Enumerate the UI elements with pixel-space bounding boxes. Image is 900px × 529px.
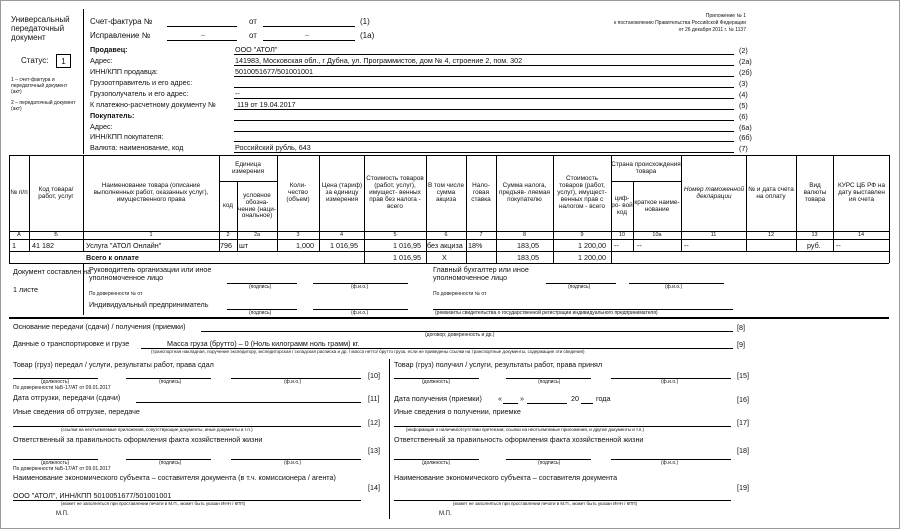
row-customs-decl: -- [684, 241, 689, 250]
correction-label: Исправление № [90, 31, 151, 40]
col-num: 13 [811, 232, 818, 238]
recv-date-quote-open: « [498, 394, 502, 403]
right-stamp: М.П. [439, 511, 452, 517]
correction-from-label: от [249, 31, 257, 40]
status-label: Статус: [21, 56, 49, 65]
doc-pages-label: Документ составлен на [13, 267, 92, 276]
ip-sign-caption: (подпись) [249, 310, 272, 316]
received-position-caption: (должность) [422, 379, 451, 385]
ship-date-field[interactable] [136, 402, 361, 403]
head-dov: По доверенности № от [89, 291, 143, 297]
th-cost-without-tax: Стоимость товаров (работ, услуг), имущест- венных прав без налога - всего [366, 175, 424, 210]
ip-label: Индивидуальный предприниматель [89, 300, 209, 309]
shipper-label: Грузоотправитель и его адрес: [90, 78, 193, 87]
chief-fio-caption: (ф.и.о.) [665, 284, 683, 290]
appendix-line-3: от 26 декабря 2011 г. № 1137 [678, 27, 746, 33]
seller-addr-label: Адрес: [90, 56, 113, 65]
seller-addr: 141983, Московская обл., г Дубна, ул. Программистов, дом № 4, строение 2, пом. 302 [235, 56, 523, 65]
shipper-code: (3) [739, 79, 748, 88]
passed-label: Товар (груз) передал / услуги, результаты работ, права сдал [13, 360, 214, 369]
recv-resp-fio-caption: (ф.и.о.) [661, 460, 679, 466]
row-tax-rate: 18% [468, 241, 483, 250]
entity-left-code: [14] [368, 483, 380, 492]
seller-label: Продавец: [90, 45, 128, 54]
total-tax: 183,05 [517, 253, 539, 262]
chief-sign-caption: (подпись) [568, 284, 591, 290]
recv-year-prefix: 20 [571, 394, 579, 403]
recv-year-word: года [596, 394, 611, 403]
buyer-inn-label: ИНН/КПП покупателя: [90, 132, 164, 141]
seller-inn-line [234, 76, 734, 77]
received-code: [15] [737, 371, 749, 380]
recv-other-code: [17] [737, 418, 749, 427]
passed-fio-caption: (ф.и.о.) [284, 379, 302, 385]
received-fio-caption: (ф.и.о.) [661, 379, 679, 385]
head-label: Руководитель организации или иное уполномоченное лицо [89, 265, 212, 282]
transport-label: Данные о транспортировке и грузе [13, 339, 130, 348]
recv-resp-code: [18] [737, 446, 749, 455]
invoice-date-field[interactable] [263, 26, 355, 27]
row-price: 1 016,95 [330, 241, 358, 250]
th-excise: В том числе сумма акциза [428, 182, 464, 203]
col-num: 10 [618, 232, 626, 238]
entity-right-note: (может не заполняться при проставлении печати в М.П., может быть указан ИНН / КПП) [453, 501, 638, 506]
basis-note: (договор; доверенность и др.) [425, 332, 495, 338]
total-excise: X [442, 253, 447, 262]
recv-other-note: (информация о наличии/отсутствии претензии; ссылки на неотъемлемые приложения, и другие документы и т.п.) [406, 427, 645, 432]
passed-code: [10] [368, 371, 380, 380]
status-value: 1 [56, 54, 71, 68]
th-unit-code: код [222, 202, 233, 210]
col-num: 6 [444, 232, 448, 238]
col-num: 2а [253, 232, 261, 238]
ship-other-label: Иные сведения об отгрузке, передаче [13, 407, 140, 416]
row-country-code: -- [614, 241, 619, 250]
buyer-addr-line[interactable] [234, 131, 734, 132]
payment-doc-value: 119 от 19.04.2017 [237, 100, 296, 109]
consignee-value: -- [235, 89, 240, 98]
received-label: Товар (груз) получил / услуги, результаты работ, права принял [394, 360, 603, 369]
th-tax-amount: Сумма налога, предъяв- ляемая покупателю [499, 182, 550, 203]
row-code: 41 182 [32, 241, 54, 250]
consignee-line[interactable] [234, 98, 734, 99]
row-cost-with-tax: 1 200,00 [578, 241, 606, 250]
row-unit: шт [239, 241, 249, 250]
recv-resp-sign-caption: (подпись) [538, 460, 561, 466]
th-tax-rate: Нало- говая ставка [471, 182, 491, 203]
passed-dov: По доверенности №Б-17/АТ от 09.01.2017 [13, 385, 111, 391]
correction-number: -- [201, 33, 205, 39]
correction-number-field[interactable] [167, 40, 237, 41]
col-num: 12 [767, 232, 775, 238]
head-fio-caption: (ф.и.о.) [351, 284, 369, 290]
th-name: Наименование товара (описание выполненных работ, оказанных услуг), имущественного права [93, 182, 209, 203]
payment-doc-line [234, 109, 734, 110]
ship-resp-label: Ответственный за правильность оформления факта хозяйственной жизни [13, 435, 263, 444]
doc-pages-value: 1 листе [13, 285, 39, 294]
received-sign-caption: (подпись) [538, 379, 561, 385]
buyer-addr-label: Адрес: [90, 122, 113, 131]
th-country-name: краткое наиме- нование [634, 198, 680, 213]
seller-inn-label: ИНН/КПП продавца: [90, 67, 158, 76]
col-num: Б [54, 232, 58, 238]
th-cb-rate: КУРС ЦБ РФ на дату выставлен ия счета [837, 182, 886, 203]
seller-addr-line [234, 65, 734, 66]
appendix-line-2: к постановлению Правительства Российской Федерации [614, 20, 746, 26]
resp-dov: По доверенности №Б-17/АТ от 09.01.2017 [13, 466, 111, 472]
recv-resp-label: Ответственный за правильность оформления факта хозяйственной жизни [394, 435, 644, 444]
col-num: 9 [580, 232, 584, 238]
recv-year-field[interactable] [581, 403, 593, 404]
payment-doc-label: К платежно-расчетному документу № [90, 100, 216, 109]
currency-value: Российский рубль, 643 [235, 143, 311, 152]
total-label: Всего к оплате [86, 253, 139, 262]
doc-title: Универсальный передаточный документ [11, 15, 70, 43]
ship-other-note: (ссылки на неотъемлемые приложения, сопутствующие документы, иные документы и т.п.) [61, 427, 253, 432]
col-num: 2 [226, 232, 230, 238]
row-excise: без акциза [427, 241, 463, 250]
row-qty: 1,000 [296, 241, 314, 250]
invoice-label: Счет-фактура № [90, 17, 153, 26]
th-code: Код товара/ работ, услуг [38, 185, 74, 200]
th-country-code: циф- ро- вой код [611, 195, 633, 216]
ship-other-code: [12] [368, 418, 380, 427]
buyer-line[interactable] [234, 120, 734, 121]
ship-date-label: Дата отгрузки, передачи (сдачи) [13, 393, 121, 402]
th-payment-invoice: № и дата счета на оплату [748, 185, 794, 200]
recv-month-field[interactable] [527, 403, 567, 404]
currency-code: (7) [739, 144, 748, 153]
recv-day-field[interactable] [503, 403, 518, 404]
passed-sign-caption: (подпись) [159, 379, 182, 385]
basis-label: Основание передачи (сдачи) / получения (приемки) [13, 322, 186, 331]
resp-sign-caption: (подпись) [159, 460, 182, 466]
th-country: Страна происхождения товара [611, 160, 681, 175]
col-num: А [17, 232, 21, 238]
seller-name: ООО "АТОЛ" [235, 45, 278, 54]
row-cb-rate: -- [836, 241, 841, 250]
col-num: 8 [522, 232, 527, 238]
th-num: № п/п [10, 189, 28, 197]
ip-cert-caption: (реквизиты свидетельства о государственной регистрации индивидуального предпринимателя) [435, 310, 658, 316]
recv-date-label: Дата получения (приемки) [394, 394, 482, 403]
invoice-number-field[interactable] [167, 26, 237, 27]
entity-left-label: Наименование экономического субъекта – составителя документа (в т.ч. комиссионера / агента) [13, 473, 336, 482]
ship-date-code: [11] [368, 394, 380, 403]
row-num: 1 [12, 241, 16, 250]
resp-position-caption: (должность) [41, 460, 70, 466]
col-num: 14 [857, 232, 865, 238]
seller-inn-code: (2б) [739, 68, 752, 77]
entity-left-note: (может не заполняться при проставлении печати в М.П., может быть указан ИНН / КПП) [61, 501, 246, 506]
buyer-label: Покупатель: [90, 111, 135, 120]
row-tax-amount: 183,05 [517, 241, 539, 250]
buyer-addr-code: (6а) [739, 123, 752, 132]
head-sign-caption: (подпись) [249, 284, 272, 290]
resp-fio-caption: (ф.и.о.) [284, 460, 302, 466]
lower-divider [389, 359, 390, 519]
buyer-inn-line[interactable] [234, 141, 734, 142]
col-num: 4 [339, 232, 344, 238]
th-currency: Вид валюты товара [803, 182, 827, 203]
th-cost-with-tax: Стоимость товаров (работ, услуг), имущест- венных прав с налогом - всего [557, 175, 607, 210]
section-divider [9, 317, 889, 319]
row-unit-code: 796 [220, 241, 232, 250]
left-stamp: М.П. [56, 511, 69, 517]
transport-code: [9] [737, 340, 745, 349]
seller-code: (2) [739, 46, 748, 55]
row-cost-without-tax: 1 016,95 [393, 241, 421, 250]
seller-line [234, 54, 734, 55]
col-num: 11 [710, 232, 717, 238]
chief-dov: По доверенности № от [433, 291, 487, 297]
seller-inn: 5010051677/501001001 [235, 67, 313, 76]
th-price: Цена (тариф) за единицу измерения [321, 182, 363, 203]
appendix-line-1: Приложение № 1 [705, 13, 746, 19]
correction-date: -- [305, 33, 309, 39]
row-name: Услуга "АТОЛ Онлайн" [86, 241, 162, 250]
chief-label: Главный бухгалтер или иное уполномоченное лицо [433, 265, 529, 282]
entity-right-label: Наименование экономического субъекта – составителя документа [394, 473, 618, 482]
shipper-line[interactable] [234, 87, 734, 88]
col-num: 10а [652, 232, 662, 238]
correction-code: (1а) [360, 31, 375, 40]
invoice-code: (1) [360, 17, 370, 26]
row-currency: руб. [807, 241, 821, 250]
ip-fio-caption: (ф.и.о.) [351, 310, 369, 316]
status-note-1: 1 – счет-фактура и передаточный документ (акт) [11, 77, 68, 95]
col-num: 7 [479, 232, 483, 238]
consignee-code: (4) [739, 90, 748, 99]
th-unit-name: условное обозна- чение (наци- ональное) [238, 191, 276, 220]
col-num: 5 [393, 232, 397, 238]
row-country: -- [637, 241, 642, 250]
seller-addr-code: (2а) [739, 57, 752, 66]
entity-right-code: [19] [737, 483, 749, 492]
consignee-label: Грузополучатель и его адрес: [90, 89, 189, 98]
basis-code: [8] [737, 323, 745, 332]
ship-resp-code: [13] [368, 446, 380, 455]
transport-note: (транспортная накладная, поручение экспедитору, экспедиторская / складская расписка и др. / масса нетто/ брутто груза, если не приведены ссылки на транспортные документы, содержащие эти сведения) [151, 349, 585, 354]
recv-date-code: [16] [737, 395, 749, 404]
th-qty: Коли- чество (объем) [286, 182, 310, 203]
currency-line [234, 152, 734, 153]
total-without-tax: 1 016,95 [393, 253, 421, 262]
invoice-from-label: от [249, 17, 257, 26]
th-customs-decl: Номер таможенной декларации [683, 185, 745, 200]
total-with-tax: 1 200,00 [578, 253, 606, 262]
transport-mass: Масса груза (брутто) – 0 (Ноль килограмм ноль грамм) кг. [167, 339, 360, 348]
th-unit: Единица измерения [231, 160, 265, 175]
buyer-code: (6) [739, 112, 748, 121]
col-num: 1 [149, 232, 153, 238]
entity-left-value: ООО "АТОЛ", ИНН/КПП 5010051677/501001001 [13, 491, 172, 500]
correction-date-field[interactable] [263, 40, 355, 41]
col-num: 3 [296, 232, 300, 238]
payment-doc-code: (5) [739, 101, 748, 110]
recv-date-quote-close: » [520, 394, 524, 403]
recv-other-label: Иные сведения о получении, приемке [394, 407, 521, 416]
currency-label: Валюта: наименование, код [90, 143, 184, 152]
buyer-inn-code: (6б) [739, 133, 752, 142]
recv-resp-position-caption: (должность) [422, 460, 451, 466]
left-divider [83, 9, 84, 154]
status-note-2: 2 – передаточный документ (акт) [11, 100, 76, 112]
passed-position-caption: (должность) [41, 379, 70, 385]
